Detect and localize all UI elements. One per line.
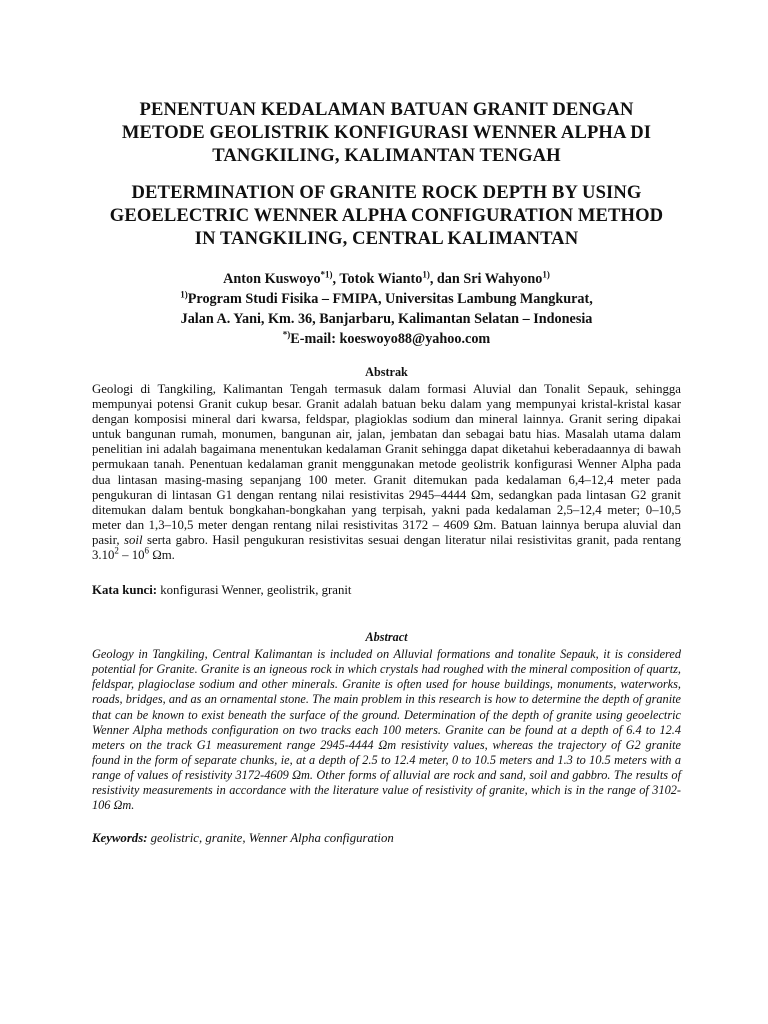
title-en-line-2: GEOELECTRIC WENNER ALPHA CONFIGURATION METHOD (109, 205, 664, 226)
author-3: , dan Sri Wahyono (429, 271, 543, 287)
keywords-label: Keywords: (92, 831, 148, 846)
author-1: Anton Kuswoyo (223, 271, 321, 287)
abstrak-text-3: – 10 (118, 548, 145, 563)
title-indonesian (92, 98, 681, 167)
kata-kunci-label: Kata kunci: (92, 583, 158, 598)
abstrak-text-2: serta gabro. Hasil pengukuran resistivitas sesuai dengan literatur nilai resistivitas granit, pada rentang 3.10 (92, 532, 681, 563)
affiliation-mark: 1) (180, 289, 188, 300)
email-text: E-mail: koeswoyo88@yahoo.com (290, 331, 491, 347)
abstrak-text-4: Ωm. (149, 548, 175, 563)
abstrak-body (92, 382, 681, 563)
abstrak-exponent-2: 6 (144, 545, 149, 556)
author-list (92, 269, 681, 289)
abstract-body: Geology in Tangkiling, Central Kalimantan is included on Alluvial formations and tonalite Sepauk, it is considered potential for Granite. Granite is an igneous rock in which crystals had roughed with the mineral composition of quartz, feldspar, plagioclase sodium and other minerals. Granite is often used for house buildings, monuments, waterworks, roads, bridges, and as an ornamental stone. The main problem in this research is how to determine the depth of granite that can be known to exist beneath the surface of the ground. Determination of the depth of granite using geoelectric Wenner Alpha methods configuration on two tracks each 100 meters. Granite can be found at a depth of 6.4 to 12.4 meters on the track G1 measurement range 2945-4444 Ωm resistivity values, whereas the trajectory of G2 granite found in the form of separate chunks, ie, at a depth of 2.5 to 12.4 meter, 0 to 10.5 meters and 1.3 to 10.5 meters with a range of values of resistivity 3172-4609 Ωm. Other forms of alluvial are rock and sand, soil and gabbro. The results of resistivity measurements in accordance with the literature value of resistivity of granite, which is in the range of 3102-106 Ωm. (92, 647, 681, 813)
contact-email (92, 329, 681, 349)
abstrak-exponent-1: 2 (114, 545, 119, 556)
abstrak-heading: Abstrak (365, 365, 408, 379)
title-id-line-1: PENENTUAN KEDALAMAN BATUAN GRANIT DENGAN (139, 99, 634, 120)
kata-kunci-text: konfigurasi Wenner, geolistrik, granit (157, 583, 352, 598)
keywords (92, 831, 681, 846)
author-2: , Totok Wianto (332, 271, 423, 287)
abstract-heading: Abstract (365, 630, 408, 645)
abstrak-soil-term: soil (124, 532, 143, 547)
author-3-mark: 1) (542, 269, 550, 280)
title-id-line-3: TANGKILING, KALIMANTAN TENGAH (212, 145, 561, 166)
title-en-line-1: DETERMINATION OF GRANITE ROCK DEPTH BY USING (131, 182, 642, 203)
abstrak-text-1: Geologi di Tangkiling, Kalimantan Tengah termasuk dalam formasi Aluvial dan Tonalit Sepauk, sehingga mempunyai potensi Granit cukup besar. Granit adalah batuan beku dalam yang mempunyai kristal-kristal kasar dengan komposisi mineral dari kwarsa, feldspar, plagioklas sodium dan mineral lainnya. Granit sering dipakai untuk bangunan rumah, monumen, bangunan air, jalan, jembatan dan sebagai batu hias. Masalah utama dalam penelitian ini adalah bagaimana menentukan kedalaman Granit sehingga dapat diketahui keberadaannya di bawah permukaan tanah. Penentuan kedalaman granit menggunakan metode geolistrik konfigurasi Wenner Alpha pada dua lintasan masing-masing sepanjang 100 meter. Granit ditemukan pada kedalaman 6,4–12,4 meter pada pengukuran di lintasan G1 dengan rentang nilai resistivitas 2945–4444 Ωm, sedangkan pada lintasan G2 granit ditemukan dalam bentuk bongkahan-bongkahan yang terpisah, yakni pada kedalaman 2,5–12,4 meter; 0–10,5 meter dan 1,3–10,5 meter dengan rentang nilai resistivitas 3172 – 4609 Ωm. Batuan lainnya berupa aluvial dan pasir, (92, 382, 681, 547)
email-mark: *) (282, 329, 291, 340)
title-english (92, 181, 681, 250)
author-2-mark: 1) (422, 269, 430, 280)
affiliation (92, 289, 681, 309)
title-id-line-2: METODE GEOLISTRIK KONFIGURASI WENNER ALPHA DI (121, 122, 652, 143)
affiliation-text: Program Studi Fisika – FMIPA, Universitas Lambung Mangkurat, (187, 291, 593, 307)
title-en-line-3: IN TANGKILING, CENTRAL KALIMANTAN (194, 228, 579, 249)
kata-kunci (92, 583, 681, 598)
author-1-mark: *1) (320, 269, 333, 280)
affiliation-address: Jalan A. Yani, Km. 36, Banjarbaru, Kalimantan Selatan – Indonesia (180, 311, 593, 327)
keywords-text: geolistric, granite, Wenner Alpha configuration (147, 831, 394, 846)
